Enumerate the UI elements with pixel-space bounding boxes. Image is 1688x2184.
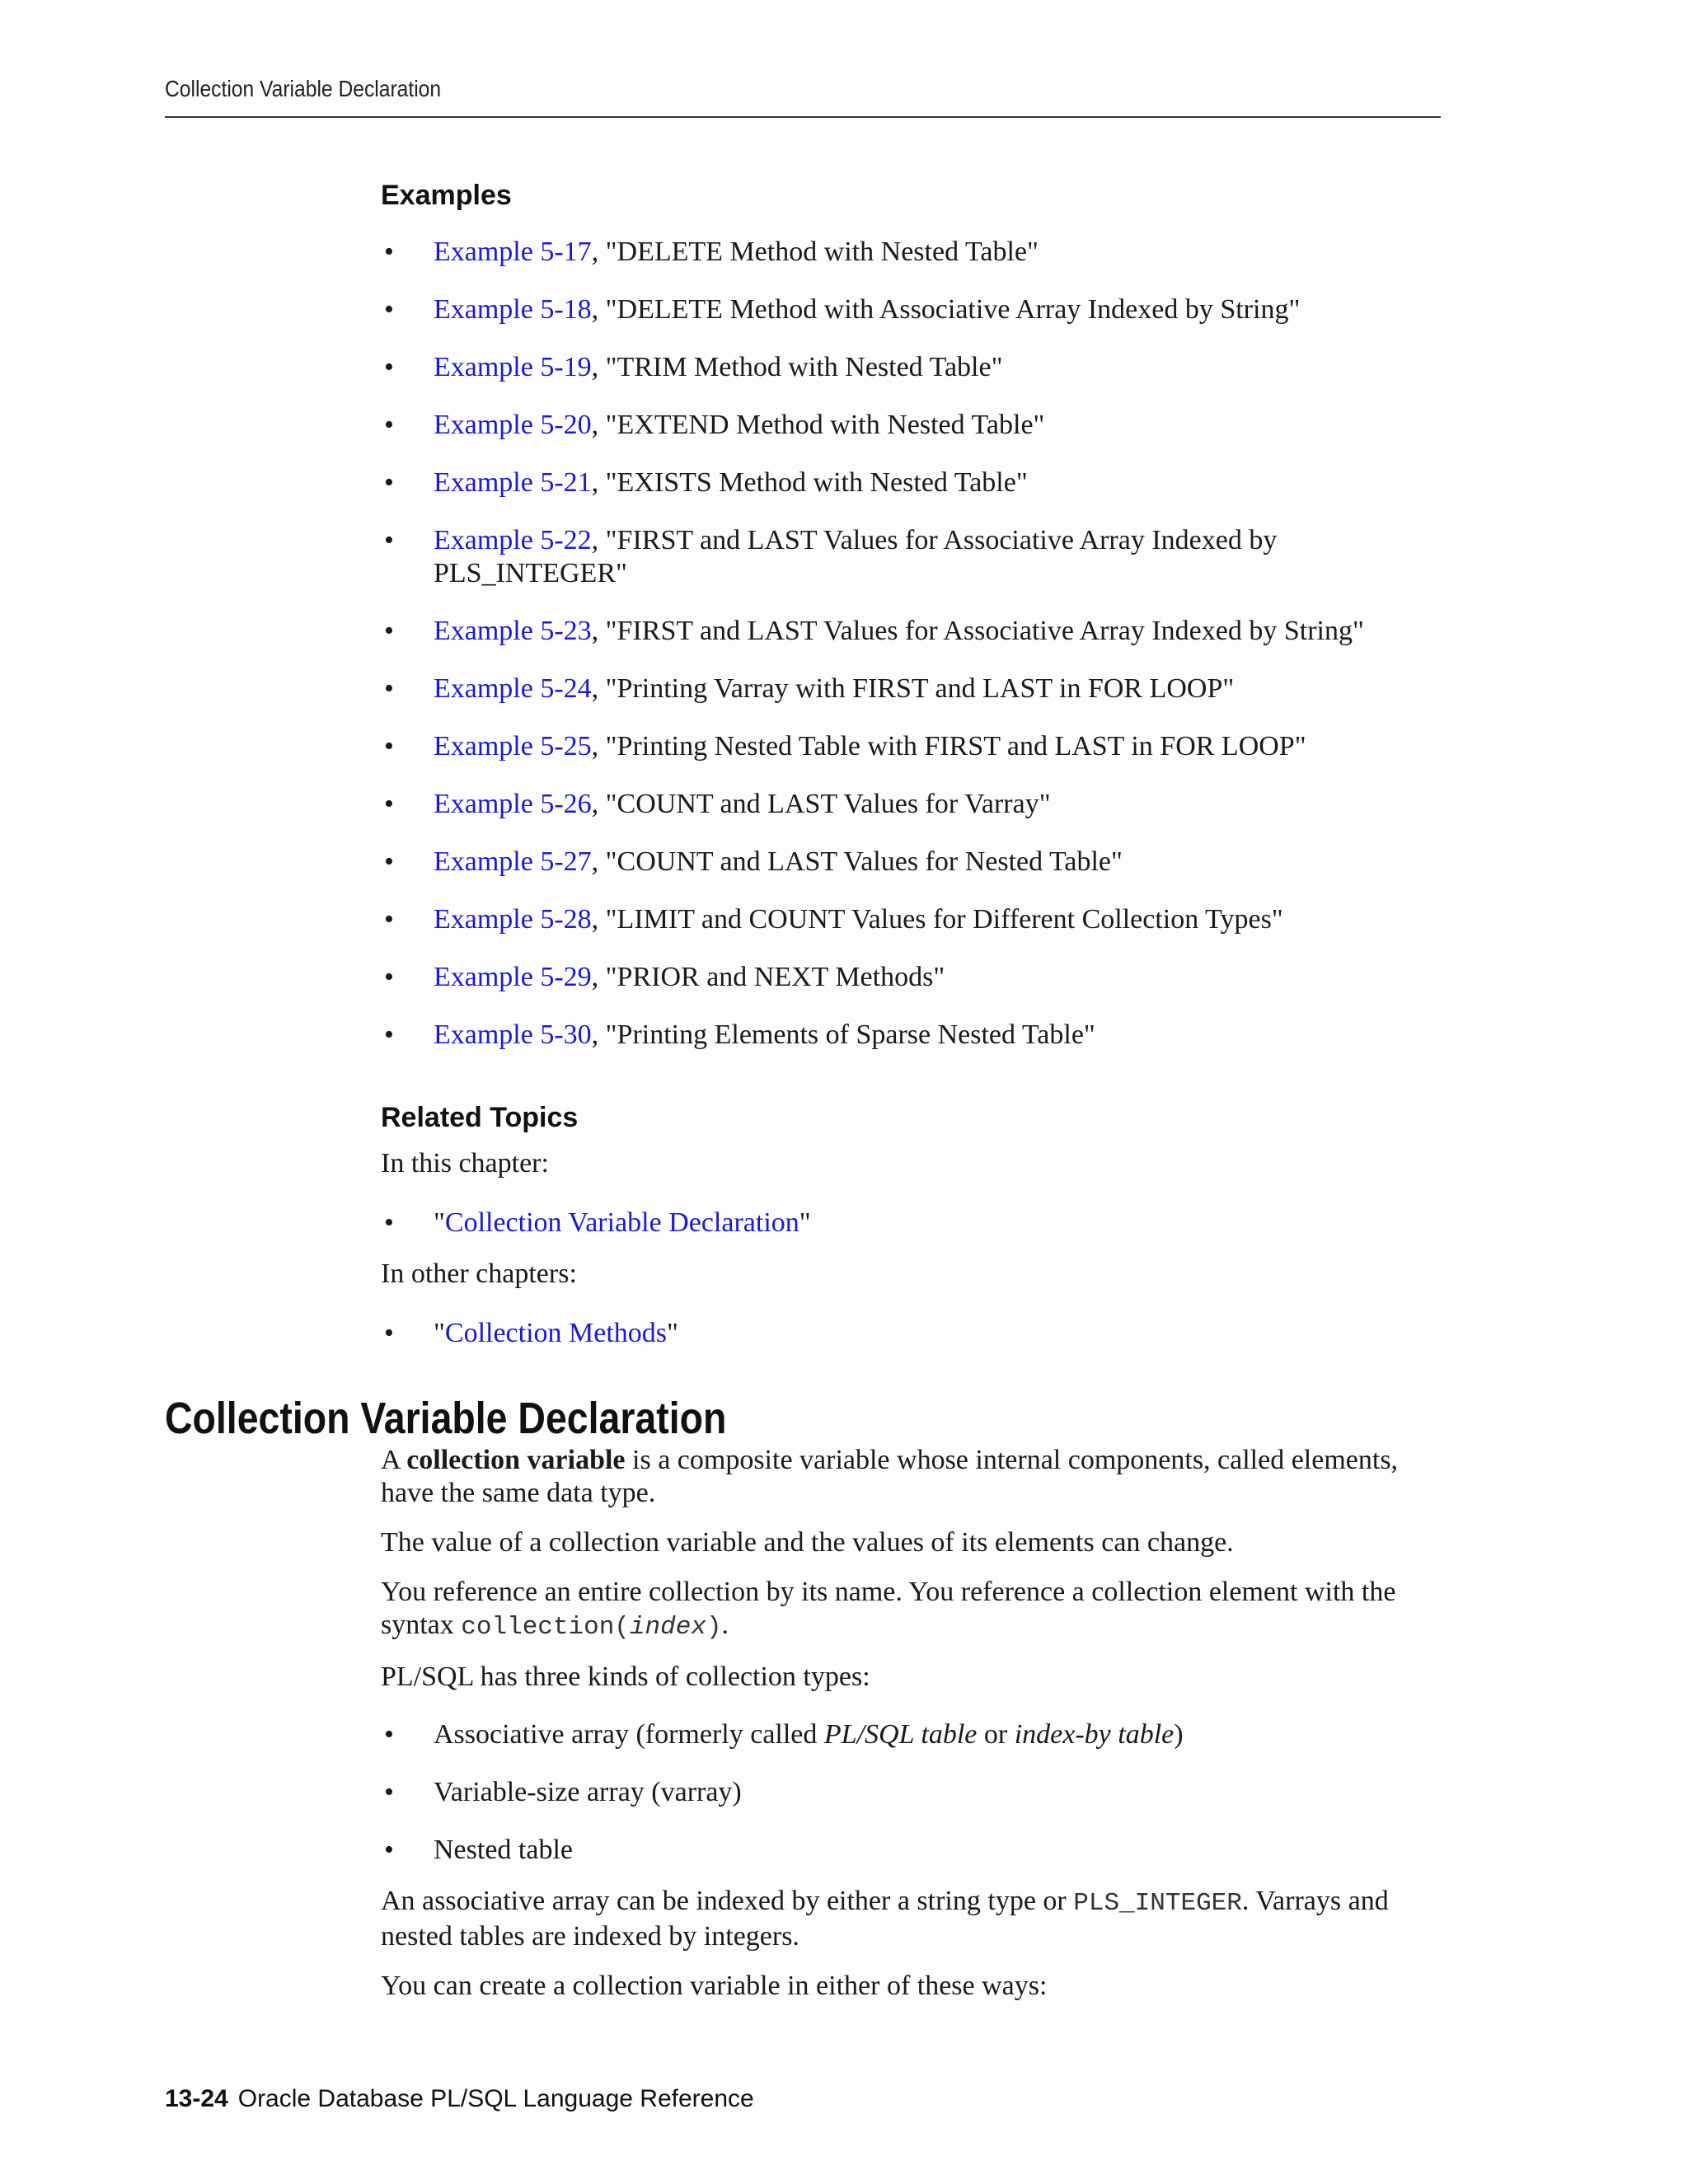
example-title: , "COUNT and LAST Values for Nested Table" [591,846,1123,877]
example-link[interactable]: Example 5-25 [434,731,592,762]
page-footer [165,2085,754,2113]
example-list-item [381,961,1444,994]
bullet: • [384,904,394,935]
in-this-chapter-label: In this chapter: [381,1148,549,1179]
example-list-item [381,466,1444,499]
bullet: • [384,294,394,325]
example-list-item [381,673,1444,705]
bullet: • [384,1777,394,1807]
running-head: Collection Variable Declaration [165,76,442,101]
bullet: • [384,1019,394,1050]
defined-term: collection variable [406,1445,626,1475]
example-title: , "Printing Varray with FIRST and LAST in FOR LOOP" [591,673,1235,704]
example-title: , "DELETE Method with Associative Array Indexed by String" [591,294,1301,325]
examples-heading: Examples [381,180,512,211]
bullet: • [384,846,394,877]
example-list-item [381,846,1444,879]
bullet: • [384,525,394,555]
bullet: • [384,962,394,992]
collection-variable-declaration-link[interactable]: Collection Variable Declaration [444,1207,799,1238]
example-title: , "EXISTS Method with Nested Table" [591,467,1028,498]
bullet: • [384,731,394,762]
example-link[interactable]: Example 5-24 [434,673,592,704]
paragraph: PL/SQL has three kinds of collection types: [381,1661,870,1692]
bullet: • [384,352,394,382]
example-link[interactable]: Example 5-30 [434,1019,592,1050]
example-link[interactable]: Example 5-23 [434,616,592,646]
example-title: , "EXTEND Method with Nested Table" [591,410,1045,440]
examples-list [381,236,1444,1052]
bullet: • [384,237,394,267]
definition-paragraph: A collection variable is a composite variable whose internal components, called elements, have the same data type. [381,1445,1399,1508]
header-rule [165,116,1441,118]
bullet: • [384,410,394,440]
bullet: • [384,673,394,704]
example-title: , "FIRST and LAST Values for Associative Array Indexed by String" [591,616,1364,646]
example-link[interactable]: Example 5-19 [434,352,592,382]
bullet: • [384,616,394,646]
example-link[interactable]: Example 5-21 [434,467,592,498]
section-title: Collection Variable Declaration [165,1394,727,1443]
example-list-item [381,351,1444,384]
collection-types-list [381,1718,1444,1867]
collection-methods-link[interactable]: Collection Methods [444,1318,668,1348]
example-list-item [381,730,1444,763]
list-item: • Nested table [384,1835,573,1865]
example-list-item [381,903,1444,936]
page-number: 13-24 [165,2085,228,2112]
example-link[interactable]: Example 5-22 [434,525,592,555]
related-topics-section [381,1102,1444,1350]
book-title: Oracle Database PL/SQL Language Reference [237,2085,754,2112]
example-link[interactable]: Example 5-17 [434,237,592,267]
example-link[interactable]: Example 5-29 [434,962,592,992]
examples-section [381,180,1444,1052]
bullet: • [384,1719,394,1750]
example-title: , "Printing Nested Table with FIRST and LAST in FOR LOOP" [591,731,1306,762]
bullet: • [384,1835,394,1865]
example-title: , "TRIM Method with Nested Table" [591,352,1003,382]
example-list-item [381,524,1444,590]
list-item: • Associative array (formerly called PL/SQL table or index-by table) [384,1719,1184,1750]
list-item: • "Collection Methods" [384,1318,678,1348]
list-item: • Variable-size array (varray) [384,1777,742,1807]
example-link[interactable]: Example 5-18 [434,294,592,325]
section-body [381,1444,1444,2003]
example-title: , "DELETE Method with Nested Table" [591,237,1039,267]
bullet: • [384,1207,394,1238]
example-link[interactable]: Example 5-28 [434,904,592,935]
paragraph: An associative array can be indexed by either a string type or PLS_INTEGER. Varrays and nested tables are indexed by integers. [381,1886,1389,1952]
example-list-item [381,236,1444,269]
example-list-item [381,788,1444,821]
paragraph: You can create a collection variable in either of these ways: [381,1971,1048,2001]
list-item: • "Collection Variable Declaration" [384,1207,811,1238]
example-title: , "LIMIT and COUNT Values for Different Collection Types" [591,904,1283,935]
example-title: , "FIRST and LAST Values for Associative Array Indexed by PLS_INTEGER" [434,525,1278,588]
this-chapter-list [381,1207,1444,1240]
related-topics-heading: Related Topics [381,1102,579,1133]
example-link[interactable]: Example 5-26 [434,789,592,819]
example-list-item [381,409,1444,442]
syntax-paragraph: You reference an entire collection by its name. You reference a collection element with the syntax collection(index). [381,1577,1396,1642]
in-other-chapters-label: In other chapters: [381,1258,577,1289]
bullet: • [384,789,394,819]
example-link[interactable]: Example 5-20 [434,410,592,440]
example-list-item [381,1019,1444,1052]
example-title: , "PRIOR and NEXT Methods" [591,962,945,992]
example-title: , "Printing Elements of Sparse Nested Table" [591,1019,1095,1050]
example-title: , "COUNT and LAST Values for Varray" [591,789,1051,819]
bullet: • [384,1318,394,1348]
paragraph: The value of a collection variable and the values of its elements can change. [381,1527,1234,1558]
example-list-item [381,293,1444,326]
bullet: • [384,467,394,498]
example-link[interactable]: Example 5-27 [434,846,592,877]
other-chapters-list [381,1317,1444,1350]
example-list-item [381,615,1444,648]
